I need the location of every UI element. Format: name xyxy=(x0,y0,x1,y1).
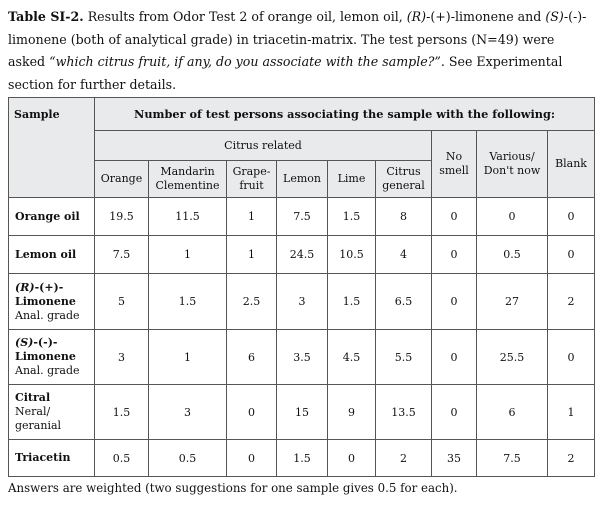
table-cell: 0 xyxy=(328,440,376,477)
col-no-smell: No smell xyxy=(432,131,477,198)
col-blank: Blank xyxy=(548,131,595,198)
caption-r-prefix: (R) xyxy=(406,9,427,24)
table-cell: 1 xyxy=(149,330,227,385)
table-cell: 27 xyxy=(477,274,548,330)
table-cell: 2 xyxy=(548,274,595,330)
table-cell: 6.5 xyxy=(376,274,432,330)
table-cell: 5.5 xyxy=(376,330,432,385)
col-mandarin: Mandarin Clementine xyxy=(149,161,227,198)
table-cell: 0 xyxy=(432,198,477,236)
caption-text: Results from Odor Test 2 of orange oil, lemon oil, xyxy=(83,9,407,24)
table-cell: 0.5 xyxy=(477,236,548,274)
table-cell: 2 xyxy=(376,440,432,477)
row-label: Citral Neral/ geranial xyxy=(9,385,95,440)
caption-text: -(-)-limonene (both of analytical grade) in triacetin-matrix. The test persons (N=49) were asked xyxy=(8,9,587,69)
table-cell: 6 xyxy=(227,330,277,385)
table-caption xyxy=(8,6,594,96)
table-cell: 4 xyxy=(376,236,432,274)
table-cell: 1.5 xyxy=(328,198,376,236)
caption-label: Table SI-2. xyxy=(8,9,84,24)
row-label: Orange oil xyxy=(9,198,95,236)
table-footnote: Answers are weighted (two suggestions for one sample gives 0.5 for each). xyxy=(8,481,458,495)
table-cell: 0 xyxy=(227,385,277,440)
table-cell: 0 xyxy=(432,330,477,385)
col-lemon: Lemon xyxy=(277,161,328,198)
col-grapefruit: Grape- fruit xyxy=(227,161,277,198)
table-cell: 0 xyxy=(432,274,477,330)
citrus-related-header: Citrus related xyxy=(95,131,432,161)
table-cell: 0 xyxy=(432,385,477,440)
table-cell: 8 xyxy=(376,198,432,236)
caption-s-prefix: (S) xyxy=(545,9,564,24)
table-cell: 1 xyxy=(548,385,595,440)
table-cell: 0 xyxy=(227,440,277,477)
table-cell: 0 xyxy=(548,330,595,385)
caption-text: . See Experimental section for further details. xyxy=(8,54,563,92)
table-cell: 10.5 xyxy=(328,236,376,274)
col-citrus-general: Citrus general xyxy=(376,161,432,198)
table-cell: 1 xyxy=(149,236,227,274)
table-cell: 1.5 xyxy=(95,385,149,440)
table-row xyxy=(9,385,595,440)
table-cell: 25.5 xyxy=(477,330,548,385)
table-cell: 4.5 xyxy=(328,330,376,385)
table-cell: 1.5 xyxy=(277,440,328,477)
table-cell: 0.5 xyxy=(149,440,227,477)
row-label: (R)-(+)- Limonene Anal. grade xyxy=(9,274,95,330)
table-cell: 13.5 xyxy=(376,385,432,440)
table-cell: 7.5 xyxy=(95,236,149,274)
table-cell: 5 xyxy=(95,274,149,330)
table-cell: 3 xyxy=(149,385,227,440)
row-label: Lemon oil xyxy=(9,236,95,274)
table-cell: 24.5 xyxy=(277,236,328,274)
table-cell: 0 xyxy=(548,236,595,274)
table-cell: 0 xyxy=(548,198,595,236)
table-cell: 1 xyxy=(227,236,277,274)
table-cell: 19.5 xyxy=(95,198,149,236)
col-lime: Lime xyxy=(328,161,376,198)
row-label: Triacetin xyxy=(9,440,95,477)
results-table xyxy=(8,97,595,477)
row-label: (S)-(-)- Limonene Anal. grade xyxy=(9,330,95,385)
table-row xyxy=(9,198,595,236)
table-cell: 11.5 xyxy=(149,198,227,236)
table-cell: 3 xyxy=(95,330,149,385)
sample-header: Sample xyxy=(9,98,95,198)
table-row xyxy=(9,440,595,477)
table-cell: 7.5 xyxy=(477,440,548,477)
table-cell: 2 xyxy=(548,440,595,477)
table-cell: 0 xyxy=(477,198,548,236)
table-cell: 1.5 xyxy=(149,274,227,330)
table-cell: 2.5 xyxy=(227,274,277,330)
table-row xyxy=(9,236,595,274)
table-row xyxy=(9,274,595,330)
table-cell: 0.5 xyxy=(95,440,149,477)
col-orange: Orange xyxy=(95,161,149,198)
caption-question: “which citrus fruit, if any, do you associate with the sample?” xyxy=(49,54,441,69)
table-cell: 3.5 xyxy=(277,330,328,385)
table-cell: 7.5 xyxy=(277,198,328,236)
table-cell: 3 xyxy=(277,274,328,330)
table-cell: 15 xyxy=(277,385,328,440)
caption-text: -(+)-limonene and xyxy=(426,9,546,24)
table-cell: 9 xyxy=(328,385,376,440)
table-cell: 6 xyxy=(477,385,548,440)
col-various: Various/ Don't now xyxy=(477,131,548,198)
table-cell: 35 xyxy=(432,440,477,477)
table-cell: 1.5 xyxy=(328,274,376,330)
table-cell: 1 xyxy=(227,198,277,236)
group-header: Number of test persons associating the sample with the following: xyxy=(95,98,595,131)
table-cell: 0 xyxy=(432,236,477,274)
table-row xyxy=(9,330,595,385)
